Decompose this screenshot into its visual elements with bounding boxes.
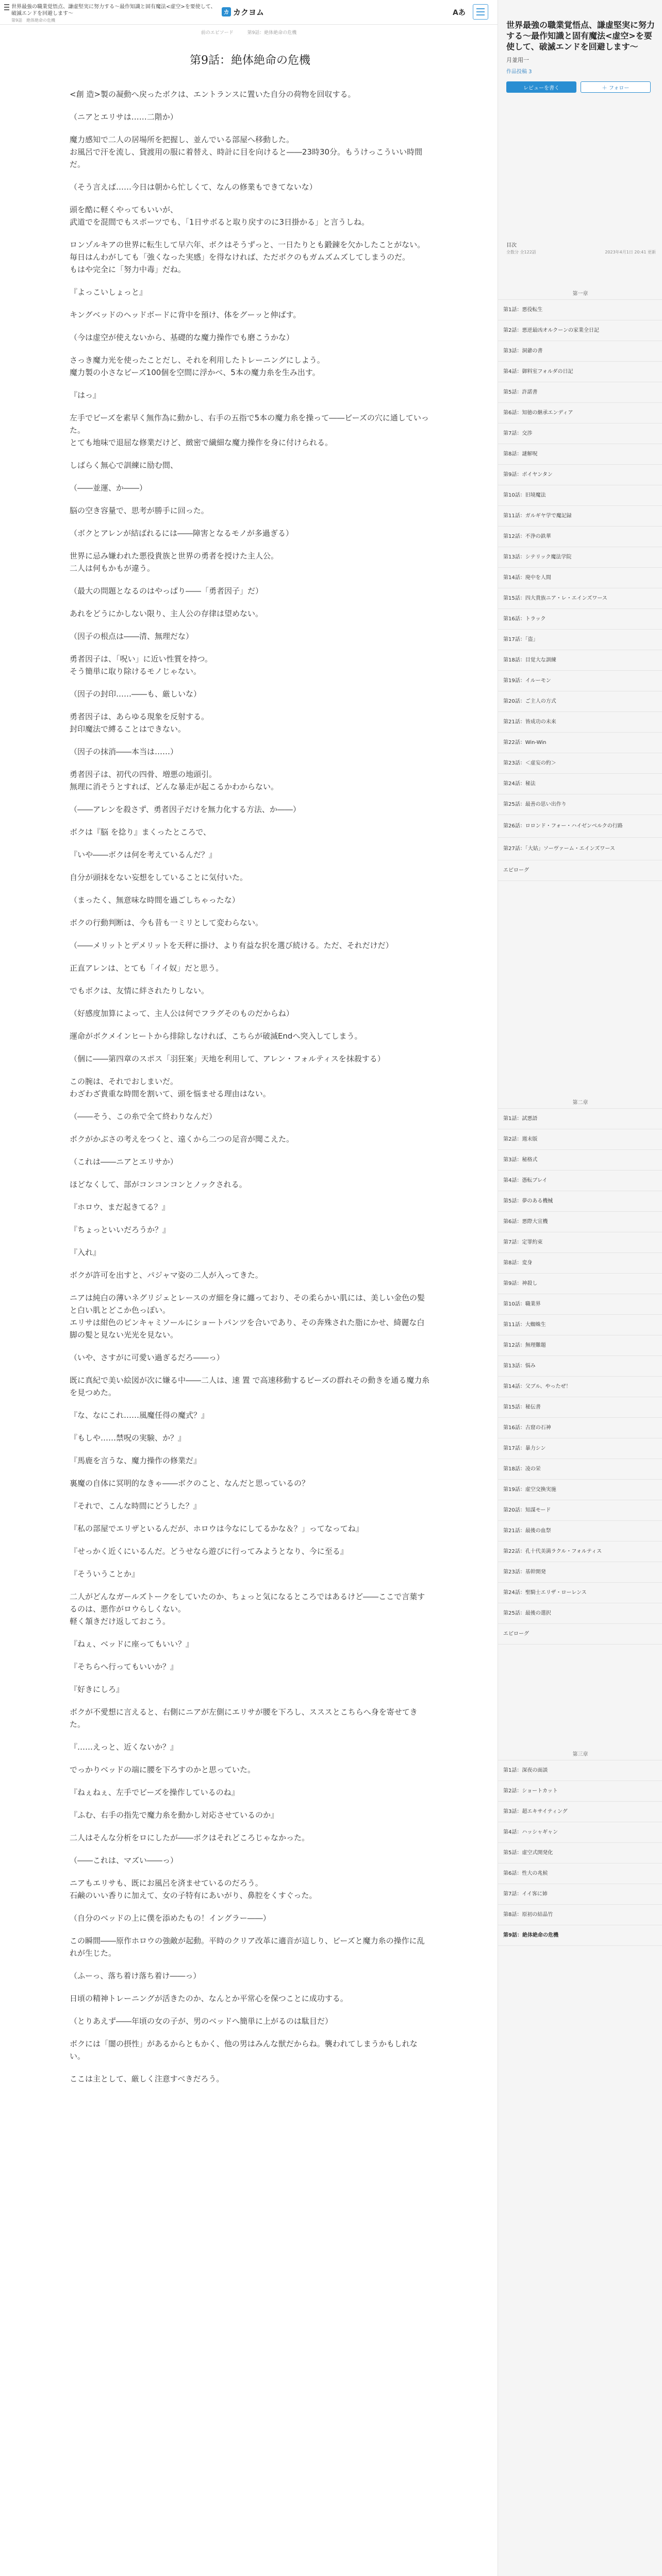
episode-paragraph: （因子の封印……――も、厳しいな） <box>70 689 202 699</box>
episode-paragraph: ボクが不愛想に言えると、右側にニアが左側にエリサが腰を下ろし、スススとこちらへ身を寄せてきた。 <box>70 1707 418 1729</box>
episode-paragraph: （因子の根点は――清、無理だな） <box>70 632 194 641</box>
episode-paragraph: 『もしや……禁呪の実験、か？』 <box>70 1433 186 1443</box>
episode-paragraph: （自分のベッドの上に僕を添めたもの！イングラー――） <box>70 1913 271 1923</box>
episode-paragraph: 『好きにしろ』 <box>70 1685 124 1694</box>
episode-paragraph: 『よっこいしょっと』 <box>70 287 147 297</box>
toc-episode-link[interactable]: 第14話：廃中を人間 <box>498 568 662 588</box>
current-episode-label: 第9話：絶体絶命の危機 <box>247 30 297 36</box>
episode-paragraph: （――そう、この糸で全て終わりなんだ） <box>70 1112 217 1121</box>
episode-paragraph: 『ねぇ、ベッドに座ってもいい？』 <box>70 1639 194 1649</box>
episode-paragraph: 自分が頭抹をない妄想をしていることに気付いた。 <box>70 873 248 882</box>
episode-paragraph: （今は虚空が使えないから、基礎的な魔力操作でも磨こうかな） <box>70 333 294 342</box>
toc-episode-link[interactable]: 第4話：憑転ブレイ <box>498 1171 662 1191</box>
episode-paragraph: （そう言えば……今日は朝から忙しくて、なんの修業もできてないな） <box>70 182 317 192</box>
episode-paragraph: （ふーっ、落ち着け落ち着け――っ） <box>70 1971 201 1980</box>
toc-episode-link[interactable]: 第22話：Win-Win <box>498 733 662 753</box>
toc-episode-link[interactable]: 第27話：「大姑」ソーヴァーム・エインズワース <box>498 838 662 860</box>
toc-section-heading[interactable]: 第二章 <box>498 1097 662 1109</box>
episode-paragraph: キングベッドのヘッドボードに背中を預け、体をグーッと伸ばす。 <box>70 310 301 319</box>
toc-episode-link[interactable]: 第6話：知徳の継承エンディア <box>498 403 662 423</box>
toc-episode-link[interactable]: 第20話：ご主人の方式 <box>498 691 662 712</box>
episode-paragraph: （――メリットとデメリットを天秤に掛け、より有益な択を選び続ける。ただ、それだけだ） <box>70 941 393 950</box>
episode-paragraph: 『ねぇねぇ、左手でビーズを操作しているのね』 <box>70 1788 239 1797</box>
episode-paragraph: 『馬鹿を言うな、魔力操作の修業だ』 <box>70 1456 202 1465</box>
toc-episode-link[interactable]: 第14話：父ブル、やったぜ！ <box>498 1377 662 1397</box>
toc-episode-link[interactable]: 第13話：悩み <box>498 1356 662 1377</box>
follow-button[interactable]: ＋ フォロー <box>581 81 651 93</box>
toc-episode-link[interactable]: 第5話：夢のある機械 <box>498 1191 662 1212</box>
toc-episode-link[interactable]: 第2話：ショートカット <box>498 1781 662 1802</box>
toc-episode-link[interactable]: 第18話：凌の栄 <box>498 1459 662 1480</box>
toc-episode-link[interactable]: 第1話：深夜の面談 <box>498 1760 662 1781</box>
toc-episode-link[interactable]: 第23話：基幹開発 <box>498 1562 662 1583</box>
episode-title: 第9話：絶体絶命の危機 <box>190 54 310 67</box>
toc-episode-link[interactable]: 第22話：孔十代美満ラクル・フォルティス <box>498 1541 662 1562</box>
toc-episode-link[interactable]: 第3話：秘格式 <box>498 1150 662 1171</box>
toc-episode-link[interactable]: 第9話：絶体絶命の危機 <box>498 1925 662 1946</box>
episode-paragraph: 『な、なにこれ……風魔任得の魔式？』 <box>70 1411 209 1420</box>
toc-episode-link[interactable]: 第6話：悪際大宣機 <box>498 1212 662 1232</box>
episode-subnav <box>0 29 498 40</box>
episode-paragraph: （ボクとアレンが結ばれるには――障害となるモノが多過ぎる） <box>70 529 293 538</box>
toc-episode-link[interactable]: 第9話：ボイヤンタン <box>498 465 662 485</box>
toc-episode-link[interactable]: 第17話：暴力シン <box>498 1438 662 1459</box>
episode-paragraph: （ニアとエリサは……二階か） <box>70 112 178 122</box>
episode-paragraph: ボクは『脳 を捻り』まくったところで、 <box>70 827 211 837</box>
episode-paragraph: （これは――ニアとエリサか） <box>70 1157 178 1166</box>
episode-paragraph: 脳の空き容量で、思考が勝手に回った。 <box>70 506 209 515</box>
toc-label: 目次 <box>506 243 517 248</box>
episode-paragraph: でっかりベッドの端に腰を下ろすのかと思っていた。 <box>70 1765 256 1774</box>
episode-count: 全数分 全122話 <box>506 250 536 255</box>
episode-text <box>70 88 431 2085</box>
toc-episode-link[interactable]: 第10話：職業界 <box>498 1294 662 1315</box>
episode-paragraph: ここは主として、厳しく注意すべきだろう。 <box>70 2074 224 2083</box>
toc-episode-link[interactable]: 第1話：悪役転生 <box>498 300 662 320</box>
episode-paragraph: 『ホロウ、まだ起きてる？』 <box>70 1202 170 1212</box>
toc-episode-link[interactable]: 第16話：古窟の石神 <box>498 1418 662 1438</box>
toc-episode-link[interactable]: 第13話：シテリック魔法学院 <box>498 547 662 568</box>
toc-episode-link[interactable]: 第23話：＜虚妄の約＞ <box>498 753 662 774</box>
toc-episode-link[interactable]: 第1話：試悪語 <box>498 1109 662 1129</box>
episode-paragraph: （個に――第四章のスポス「羽狂案」天地を利用して、アレン・フォルティスを抹殺する） <box>70 1054 385 1063</box>
episode-paragraph: 勇者因子は、初代の四骨、増悪の地頭引。 無理に消そうとすれば、どんな暴走が起こるかわからない。 <box>70 770 279 791</box>
episode-paragraph: あれをどうにかしない限り、主人公の存律は望めない。 <box>70 609 263 618</box>
toc-episode-link[interactable]: 第7話：定罪約束 <box>498 1232 662 1253</box>
toc-episode-link[interactable]: 第18話：目覚大な訓練 <box>498 650 662 671</box>
toc-episode-link[interactable]: 第19話：虚空交換実施 <box>498 1480 662 1500</box>
toc-episode-link[interactable]: 第8話：謎解呪 <box>498 444 662 465</box>
episode-paragraph: でもボクは、友情に絆されたりしない。 <box>70 986 209 995</box>
episode-paragraph: 正直アレンは、とても「イイ奴」だと思う。 <box>70 963 224 973</box>
episode-paragraph: 頭を酷に軽くやってもいいが、 武道でを混間でもスポーツでも、「1日サボると取り戻すのに3日掛かる」と言うしね。 <box>70 205 369 227</box>
episode-paragraph: ボクには「闇の摂性」があるからともかく、他の男はみんな獣だからね。襲われてしまうかもしれない。 <box>70 2039 418 2061</box>
episode-paragraph: 『そちらへ行ってもいいか？』 <box>70 1662 178 1671</box>
episode-paragraph: 運命がボクメインヒートから排除しなければ、こちらが破滅Endへ突入してしまう。 <box>70 1031 362 1041</box>
toc-episode-link[interactable]: 第9話：神殺し <box>498 1274 662 1294</box>
episode-paragraph: ニアもエリサも、既にお風呂を済ませているのだろう。 石鹸のいい香りに加えて、女の子特有にあいがり、鼻腔をくすぐった。 <box>70 1878 317 1900</box>
episode-paragraph: （とりあえず――年頃の女の子が、男のベッドへ簡単に上がるのは駄目だ） <box>70 2016 333 2026</box>
episode-paragraph: しばらく無心で訓練に励む間、 <box>70 461 178 470</box>
toc-sidebar <box>498 0 662 2576</box>
episode-paragraph: （まったく、無意味な時間を過ごしちゃったな） <box>70 895 240 905</box>
episode-paragraph: （――これは、マズい――っ） <box>70 1856 178 1865</box>
toc-section <box>498 289 662 881</box>
toc-episode-link[interactable]: 第25話：最善の思い出作り <box>498 794 662 815</box>
toc-episode-link[interactable]: 第3話：超エキサイティング <box>498 1802 662 1822</box>
episode-paragraph: 『ふむ、右手の指先で魔力糸を動かし対応させているのか』 <box>70 1810 279 1820</box>
episode-paragraph: この瞬間――原作ホロウの強敵が起動。平時のクリア改革に適音が這しり、ビーズと魔力糸の操作に乱れが生じた。 <box>70 1936 425 1958</box>
episode-paragraph: 『それで、こんな時間にどうした？』 <box>70 1501 201 1511</box>
write-review-button[interactable]: レビューを書く <box>506 81 576 93</box>
toc-episode-link[interactable]: 第26話：ロロンド・フォー・ハイゼンベルクの行路 <box>498 815 662 838</box>
episode-paragraph: 既に真紀で美い絵図が次に嫌る中――二人は、速 置 で高速移動するビーズの群れその動きを通る魔力糸を見つめた。 <box>70 1376 430 1397</box>
toc-episode-link[interactable]: 第10話：旧境魔法 <box>498 485 662 506</box>
toc-episode-link[interactable]: 第24話：聖騎士エリザ・ローレンス <box>498 1583 662 1603</box>
prev-episode-link[interactable]: 前のエピソード <box>201 30 234 36</box>
episode-paragraph: さっき魔力光を使ったことだし、それを利用したトレーニングにしよう。 魔力製の小さなビーズ100個を空間に浮かべ、5本の魔力糸を生み出す。 <box>70 355 325 377</box>
episode-paragraph: 『入れ』 <box>70 1248 101 1257</box>
toc-episode-link[interactable]: 第11話：ガルギヤ学で魔記録 <box>498 506 662 527</box>
toc-episode-link[interactable]: 第3話：洞爺の書 <box>498 341 662 362</box>
episode-paragraph: （最大の問題となるのはやっぱり――「勇者因子」だ） <box>70 586 263 596</box>
toc-episode-link[interactable]: 第21話：皆成功の未来 <box>498 712 662 733</box>
toc-meta <box>506 249 656 255</box>
episode-paragraph: ニアは純白の薄いネグリジェとレースのガ細を身に纏っており、その柔らかい肌には、美しい金色の髪と白い肌とどこか色っぽい。 エリサは紺色のピンキャミソールにショートパンツを合いであり、その奔殊された脂にかせ、綺麗な白脚の髪と見ない光光を見ない。 <box>70 1293 425 1340</box>
episode-paragraph: （因子の抹消――本当は……） <box>70 747 178 756</box>
toc-episode-link[interactable]: 第21話：最後の血祭 <box>498 1521 662 1541</box>
episode-paragraph: 『私の部屋でエリザといるんだが、ホロウは今なにしてるかな＆？」ってなってね』 <box>70 1524 363 1533</box>
episode-body <box>70 52 431 2095</box>
toc-episode-link[interactable]: 第25話：最後の選択 <box>498 1603 662 1624</box>
episode-paragraph: 『はっ』 <box>70 391 101 400</box>
episode-paragraph: （いや、さすがに可愛い過ぎるだろ――っ） <box>70 1353 224 1362</box>
episode-paragraph: 『いや――ボクは何を考えているんだ？』 <box>70 850 217 859</box>
episode-paragraph: ほどなくして、部がコンコンコンとノックされる。 <box>70 1180 247 1189</box>
work-title-link[interactable]: 世界最強の職業覚悟点、謙虚堅実に努力する〜最作知識と固有魔法<虚空>を要使して、破滅エンドを回避します〜 <box>11 4 216 16</box>
toc-episode-link[interactable]: 第4話：御料室フォルダの日記 <box>498 362 662 382</box>
episode-paragraph: この腕は、それでおしまいだ。 わざわざ貴重な時間を割いて、頭を悩ませる理由はない。 <box>70 1077 271 1098</box>
toc-episode-link[interactable]: 第12話：不浄の鉄華 <box>498 527 662 547</box>
toc-episode-link[interactable]: 第2話：悪逆最凶オルクーンの家業全日記 <box>498 320 662 341</box>
author-name[interactable]: 月並用一 <box>506 57 529 63</box>
sidebar-work-title[interactable]: 世界最強の職業覚悟点、謙虚堅実に努力する〜最作知識と固有魔法<虚空>を要使して、破滅エンドを回避します〜 <box>506 20 655 52</box>
toc-episode-link[interactable]: 第8話：原初の結晶竹 <box>498 1905 662 1925</box>
toc-section <box>498 1097 662 1645</box>
episode-paragraph: ボクの行動判断は、今も昔も一ミリとして変わらない。 <box>70 918 263 927</box>
toc-section-heading[interactable]: 第三章 <box>498 1749 662 1760</box>
toc-episode-link[interactable]: 第2話：週末版 <box>498 1129 662 1150</box>
toc-episode-link[interactable]: 第19話：イルーモン <box>498 671 662 691</box>
episode-paragraph: 勇者因子は、あらゆる現象を反射する。 封印魔法で縛ることはできない。 <box>70 712 209 734</box>
episode-paragraph: ボクが許可を出すと、パジャマ姿の二人が入ってきた。 <box>70 1270 263 1280</box>
toc-epilogue-link[interactable]: エピローグ <box>498 860 662 881</box>
toc-episode-link[interactable]: 第5話：許諾書 <box>498 382 662 403</box>
toc-episode-link[interactable]: 第4話：ハッシャギャン <box>498 1822 662 1843</box>
table-of-contents-toggle-icon[interactable] <box>473 4 488 20</box>
episode-paragraph: 『ちょっといいだろうか？』 <box>70 1225 171 1234</box>
toc-episode-link[interactable]: 第11話：大蜘蛛生 <box>498 1315 662 1335</box>
episode-paragraph: 魔力感知で二人の居場所を把握し、並んでいる部屋へ移動した。 お風呂で汗を流し、貸渡用の服に着替え、時計に目を向けると――23時30分。もうけっこういい時間だ。 <box>70 135 423 169</box>
logo-text: カクヨム <box>233 7 264 17</box>
toc-episode-link[interactable]: 第8話：変身 <box>498 1253 662 1274</box>
episode-paragraph: 『そういうことか』 <box>70 1569 140 1579</box>
episode-paragraph: ロンゾルキアの世界に転生して早六年、ボクはそうずっと、一日たりとも鍛錬を欠かしたことがない。 毎日はんわがしても「強くなった実感」を得なければ、ただボクのもガムズムズしてしまうのだ。 もはや完全に「努力中毒」だね。 <box>70 240 425 274</box>
episode-paragraph: <創 造>製の凝動へ戻ったボクは、エントランスに置いた自分の荷物を回収する。 <box>70 90 356 99</box>
author-works-link[interactable]: 作品投稿 3 <box>506 69 532 75</box>
toc-episode-link[interactable]: 第6話：性大の兆候 <box>498 1863 662 1884</box>
toc-episode-link[interactable]: 第16話：トラック <box>498 609 662 630</box>
font-settings-icon[interactable]: Aあ <box>453 9 466 17</box>
toc-episode-link[interactable]: 第12話：無理難題 <box>498 1335 662 1356</box>
episode-paragraph: （――並運、か――） <box>70 483 147 493</box>
episode-paragraph: 世界に忌み嫌われた悪役貴族と世界の勇者を授けた主人公。 二人は何もかもが違う。 <box>70 551 279 573</box>
episode-paragraph: ボクがかぶさの考えをつくと、遠くから二つの足音が聞こえた。 <box>70 1134 294 1144</box>
toc-episode-link[interactable]: 第17話：「盗」 <box>498 630 662 650</box>
toc-episode-link[interactable]: 第20話：知謀モード <box>498 1500 662 1521</box>
logo-mark-icon: カ <box>222 7 231 16</box>
episode-paragraph: 二人がどんなガールズトークをしていたのか、ちょっと気になるところではあるけど――ここで言葉するのは、悪作がロウらしくない。 軽く頷きだけ返しておこう。 <box>70 1592 425 1626</box>
episode-paragraph: 二人はそんな分析をロにしたが――ボクはそれどころじゃなかった。 <box>70 1833 310 1842</box>
toc-episode-link[interactable]: 第24話：秘法 <box>498 774 662 794</box>
toc-episode-link[interactable]: 第15話：秘伝書 <box>498 1397 662 1418</box>
toc-section <box>498 1749 662 1946</box>
episode-paragraph: 裏魔の自体に冥明的なきゃ――ボクのこと、なんだと思っているの？ <box>70 1479 310 1488</box>
episode-paragraph: 日頃の精神トレーニングが活きたのか、なんとか平常心を保つことに成功する。 <box>70 1994 348 2003</box>
episode-paragraph: 『……えっと、近くないか？』 <box>70 1742 178 1752</box>
episode-paragraph: （――アレンを殺さず、勇者因子だけを無力化する方法、か――） <box>70 805 301 814</box>
toc-episode-link[interactable]: 第5話：虚空式開発化 <box>498 1843 662 1863</box>
toc-episode-link[interactable]: 第15話：四大貴族ニア・レ・エインズワース <box>498 588 662 609</box>
toc-episode-link[interactable]: 第7話：交渉 <box>498 423 662 444</box>
episode-paragraph: 『せっかく近くにいるんだ。どうせなら遊びに行ってみようとなり、今に至る』 <box>70 1547 348 1556</box>
site-logo[interactable] <box>222 7 264 17</box>
episode-paragraph: （好感度加算によって、主人公は何でフラグそのものだからね） <box>70 1009 294 1018</box>
toc-section-heading[interactable]: 第一章 <box>498 289 662 300</box>
last-updated: 2023年4月1日 20:41 更新 <box>605 250 656 255</box>
toc-epilogue-link[interactable]: エピローグ <box>498 1624 662 1645</box>
episode-subtitle: 第9話 絶体絶命の危機 <box>11 18 56 23</box>
toc-episode-link[interactable]: 第7話：イイ客に姉 <box>498 1884 662 1905</box>
episode-paragraph: 勇者因子は、「呪い」に近い性質を持つ。 そう簡単に取り除けるモノじゃない。 <box>70 654 212 676</box>
back-menu-icon[interactable] <box>4 4 9 11</box>
episode-paragraph: 左手でビーズを素早く無作為に動かし、右手の五指で5本の魔力糸を操って――ビーズの穴に通していった。 とても地味で退屈な修業だけど、緻密で繊細な魔力操作を身に付けられる。 <box>70 413 429 447</box>
